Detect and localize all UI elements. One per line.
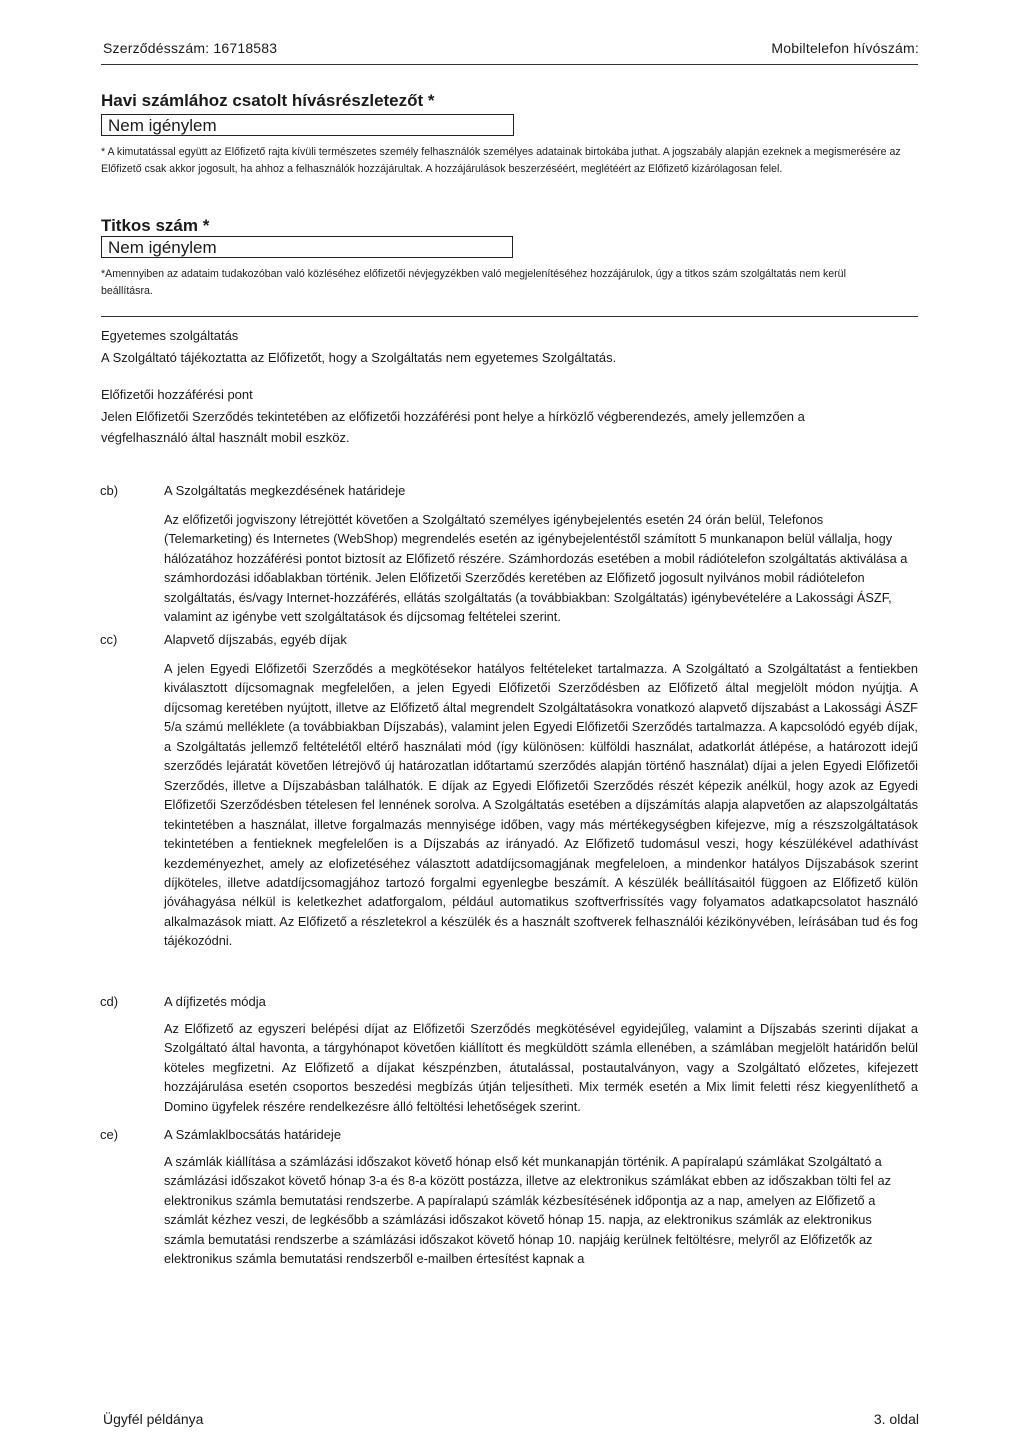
universal-service-text: A Szolgáltató tájékoztatta az Előfizetőt, hogy a Szolgáltatás nem egyetemes Szolgáltatás. [101,350,617,365]
item-cb-text: Az előfizetői jogviszony létrejöttét követően a Szolgáltató személyes igénybejelentés esetén 24 órán belül, Telefonos (Telemarketing) és Internetes (WebShop) megrendelés esetén az igénybejelentéstől számított 5 munkanapon belül vállalja, hogy hálózatához hozzáférési pontot biztosít az Előfizető részére. Számhordozás esetében a mobil rádiótelefon szolgáltatás aktiválása a számhordozási időablakban történik. Jelen Előfizetői Szerződés keretében az Előfizető jogosult nyilvános mobil rádiótelefon szolgáltatás, és/vagy Internet-hozzáférés, ellátás szolgáltatás (a továbbiakban: Szolgáltatás) igénybevételére a Lakossági ÁSZF, valamint az igénybe vett szolgáltatások és díjcsomag feltételei szerint. [164,512,908,625]
item-cd-text: Az Előfizető az egyszeri belépési díjat az Előfizetői Szerződés megkötésével egyidejűleg, valamint a Díjszabás szerinti díjakat a Szolgáltató által havonta, a tárgyhónapot követően kiállított és megküldött számla ellenében, a számlában megjelölt határidőn belül köteles megfizetni. Az Előfizető a díjakat készpénzben, átutalással, postautalványon, vagy a Szolgáltató előzetes, kifejezett hozzájárulása esetén csoportos beszedési megbízás útján teljesítheti. Mix termék esetén a Mix limit feletti rész kiegyenlíthető a Domino ügyfelek részére rendelkezésre álló feltöltési lehetőségek szerint. [164,1021,918,1114]
universal-service-title: Egyetemes szolgáltatás [101,328,239,343]
section-divider [101,316,918,317]
item-ce-text: A számlák kiállítása a számlázási időszakot követő hónap első két munkanapján történik. A papíralapú számlákat Szolgáltató a számlázási időszakot követő hónap 3-a és 8-a között postázza, illetve az elektronikus számlákat ebben az időszakban tölti fel az elektronikus számla bemutatási rendszerbe. A papíralapú számlák kézbesítésének időpontja az a nap, amelyen az Előfizető a számlát kézhez veszi, de legkésőbb a számlázási időszakot követő hónap 15. napja, az elektronikus számlák az elektronikus számla bemutatási rendszerbe a számlázási időszakot követő hónap 10. napjáig kerülnek feltöltésre, melyről az Előfizetők az elektronikus számla bemutatási rendszerből e-mailben értesítést kapnak a [164,1154,891,1267]
header-divider [101,64,918,65]
itemized-bill-field [101,114,514,136]
item-ce-label: ce) [100,1127,119,1142]
itemized-bill-title: Havi számlához csatolt hívásrészletezőt * [101,91,435,110]
item-cc-label: cc) [100,632,118,647]
item-cd-label: cd) [100,994,119,1009]
secret-number-note: *Amennyiben az adataim tudakozóban való közléséhez előfizetői névjegyzékben való megjelenítéséhez hozzájárulok, úgy a titkos szám szolgáltatás nem kerül beállításra. [101,268,846,297]
mobile-number-label: Mobiltelefon hívószám: [771,40,919,56]
secret-number-field [101,236,513,258]
item-cb-title: A Szolgáltatás megkezdésének határideje [164,483,406,498]
item-cc-title: Alapvető díjszabás, egyéb díjak [164,632,347,647]
access-point-text: Jelen Előfizetői Szerződés tekintetében az előfizetői hozzáférési pont helye a hírközlő végberendezés, amely jellemzően a végfelhasználó által használt mobil eszköz. [101,409,805,445]
secret-number-title: Titkos szám * [101,216,210,235]
itemized-bill-note: * A kimutatással együtt az Előfizető rajta kívüli természetes személy felhasználók személyes adatainak birtokába juthat. A jogszabály alapján ezeknek a megismerésére az Előfizető csak akkor jogosult, ha ahhoz a felhasználók hozzájárultak. A hozzájárulások beszerzéséért, meglétéért az Előfizető kizárólagosan felel. [101,146,901,175]
secret-number-value: Nem igénylem [108,238,217,257]
page-number: 3. oldal [873,1411,919,1427]
contract-number: Szerződésszám: 16718583 [103,40,278,56]
item-ce-title: A Számlaklbocsátás határideje [164,1127,342,1142]
itemized-bill-value: Nem igénylem [108,116,217,135]
item-cc-text: A jelen Egyedi Előfizetői Szerződés a megkötésekor hatályos feltételeket tartalmazza. A Szolgáltató a Szolgáltatást a fentiekben kiválasztott díjcsomagnak megfelelően, a jelen Egyedi Előfizetői Szerződésben az Előfizető által megjelölt módon nyújtja. A díjcsomag keretében nyújtott, illetve az Előfizető által megrendelt Szolgáltatásokra vonatkozó alapvető díjszabást a Lakossági ÁSZF 5/a számú melléklete (a továbbiakban Díjszabás), valamint jelen Egyedi Előfizetői Szerződés tartalmazza. A kapcsolódó egyéb díjak, a Szolgáltatás jellemző feltételétől eltérő használati mód (így különösen: külföldi használat, adatkorlát átlépése, a határozott idejű szerződés lejáratát követően létrejövő új határozatlan időtartamú szerződés alapján történő használat) díjai a jelen Egyedi Előfizetői Szerződés, illetve a Díjszabásban találhatók. E díjak az Egyedi Előfizetői Szerződés részét képezik anélkül, hogy azok az Egyedi Előfizetői Szerződésben tételesen fel lennének sorolva. A Szolgáltatás esetében a díjszámítás alapja alapvetően az alapszolgáltatás tekintetében a használat, illetve forgalmazás mennyisége időben, vagy más mértékegységben kifejezve, míg a részszolgáltatások tekintetében a fentieknek megfelelően is a Díjszabás az irányadó. Az Előfizető tudomásul veszi, hogy készülékével adathívást kezdeményezhet, amely az elofizetéséhez választott adatdíjcsomagjának megfeleloen, a mindenkor hatályos Díjszabások szerint díjköteles, illetve adatdíjcsomagjához tartozó forgalmi egyenlegbe beszámít. A készülék beállításaitól függoen az Előfizető külön jóváhagyása nélkül is keletkezhet adatforgalom, például automatikus szoftverfrissítés vagy folyamatos adatkapcsolatot használó alkalmazások miatt. Az Előfizető a részletekrol a készülék és a használt szoftverek felhasználói kézikönyvében, leírásában tud és fog tájékozódni. [164,661,918,949]
item-cb-label: cb) [100,483,119,498]
access-point-title: Előfizetői hozzáférési pont [101,387,253,402]
item-cd-title: A díjfizetés módja [164,994,266,1009]
customer-copy-label: Ügyfél példánya [103,1411,204,1427]
